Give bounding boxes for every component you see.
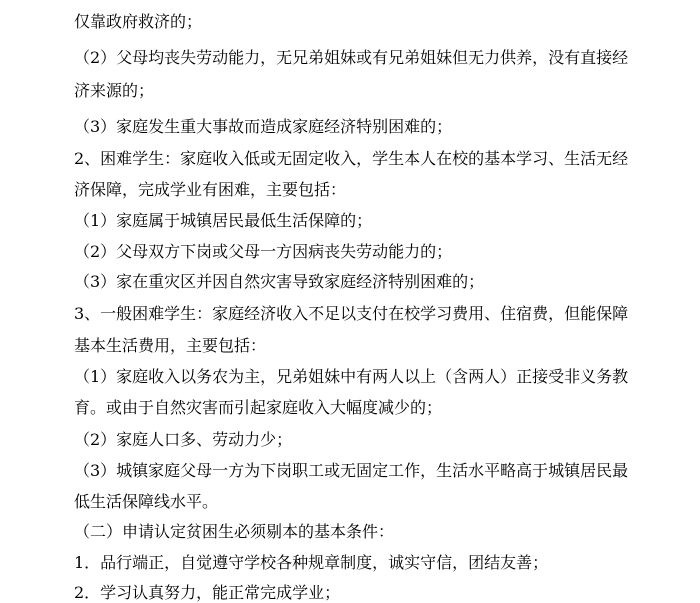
text-line: （3）家在重灾区并因自然灾害导致家庭经济特别困难的； [74,272,485,291]
text-line: （3）家庭发生重大事故而造成家庭经济特别困难的； [74,117,453,136]
text-line: 育。或由于自然灾害而引起家庭收入大幅度减少的； [74,398,443,417]
text-line: 仅靠政府救济的； [74,12,203,31]
text-line: 2．学习认真努力，能正常完成学业； [74,583,341,602]
text-line: （2）父母双方下岗或父母一方因病丧失劳动能力的； [74,242,453,261]
text-line: （1）家庭收入以务农为主，兄弟姐妹中有两人以上（含两人）正接受非义务教 [74,367,629,386]
text-line: 基本生活费用，主要包括： [74,336,267,355]
text-line: 济保障，完成学业有困难，主要包括： [74,180,347,199]
text-line: 2、困难学生：家庭收入低或无固定收入，学生本人在校的基本学习、生活无经 [74,149,629,168]
text-line: （2）父母均丧失劳动能力，无兄弟姐妹或有兄弟姐妹但无力供养，没有直接经 [74,48,629,67]
text-line: 济来源的； [74,81,155,100]
text-line: 1．品行端正，自觉遵守学校各种规章制度，诚实守信，团结友善； [74,553,549,572]
text-line: 低生活保障线水平。 [74,492,219,511]
text-line: （1）家庭属于城镇居民最低生活保障的； [74,211,373,230]
text-line: （3）城镇家庭父母一方为下岗职工或无固定工作，生活水平略高于城镇居民最 [74,461,629,480]
text-line: （二）申请认定贫困生必须剔本的基本条件： [74,522,395,541]
text-line: （2）家庭人口多、劳动力少； [74,430,293,449]
text-line: 3、一般困难学生：家庭经济收入不足以支付在校学习费用、住宿费，但能保障 [74,304,629,323]
